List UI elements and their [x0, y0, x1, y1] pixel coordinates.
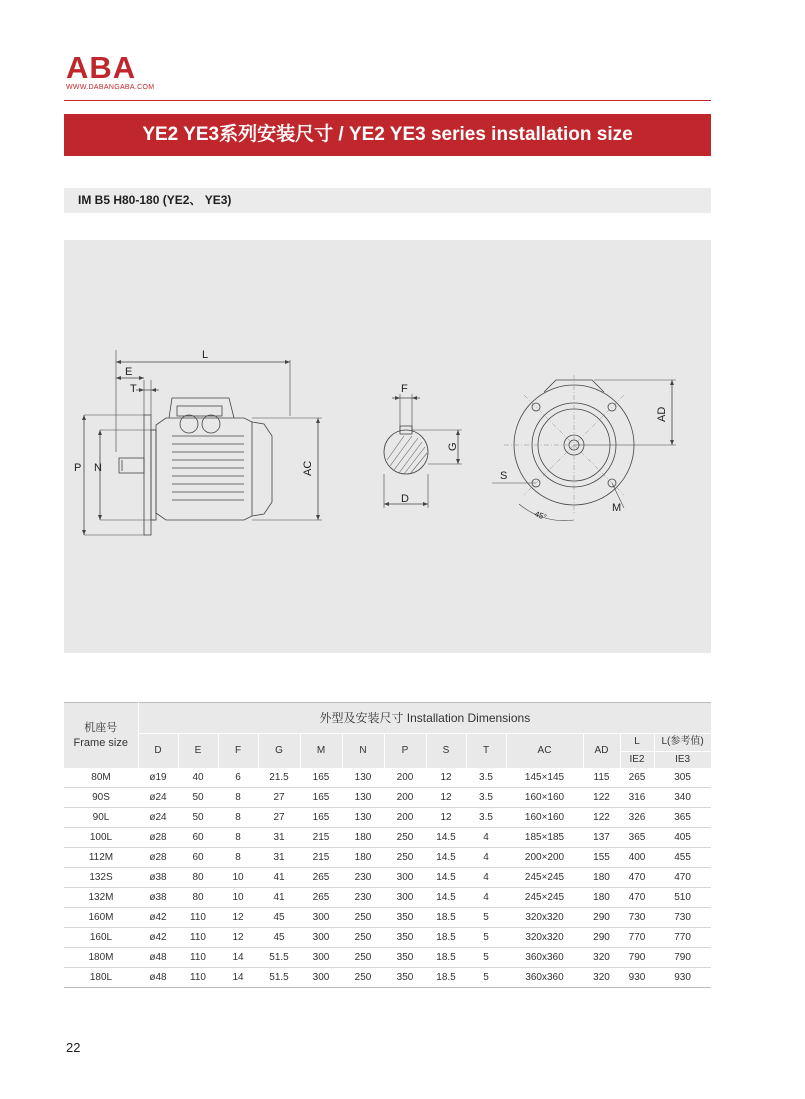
dimension-cell: 51.5 — [258, 948, 300, 968]
dimension-cell: 8 — [218, 828, 258, 848]
dimension-cell: 14.5 — [426, 848, 466, 868]
dimension-cell: 320x320 — [506, 908, 583, 928]
frame-size-cell: 132S — [64, 868, 138, 888]
dimension-cell: 326 — [620, 808, 654, 828]
dimension-cell: 200 — [384, 808, 426, 828]
dimension-cell: 930 — [620, 968, 654, 988]
dimension-cell: 80 — [178, 888, 218, 908]
label-T: T — [130, 383, 137, 395]
dimension-cell: 300 — [300, 928, 342, 948]
dimension-cell: 130 — [342, 808, 384, 828]
dimension-cell: 45 — [258, 928, 300, 948]
dimension-cell: 137 — [583, 828, 620, 848]
dimension-cell: 130 — [342, 788, 384, 808]
frame-size-cell: 132M — [64, 888, 138, 908]
technical-drawing — [64, 240, 711, 653]
dimension-cell: 400 — [620, 848, 654, 868]
dimension-cell: 8 — [218, 788, 258, 808]
frame-header-en: Frame size — [73, 736, 128, 749]
dimension-cell: 27 — [258, 788, 300, 808]
dimension-cell: 14 — [218, 968, 258, 988]
dimension-cell: 14.5 — [426, 828, 466, 848]
dimension-cell: ø28 — [138, 848, 178, 868]
dimension-cell: 5 — [466, 968, 506, 988]
dimension-cell: 340 — [654, 788, 711, 808]
label-M: M — [612, 502, 622, 514]
dimension-cell: 300 — [300, 948, 342, 968]
dimension-cell: 8 — [218, 848, 258, 868]
dimension-cell: ø24 — [138, 788, 178, 808]
dimension-cell: 350 — [384, 908, 426, 928]
dimension-cell: 12 — [218, 908, 258, 928]
dimension-cell: ø42 — [138, 908, 178, 928]
label-D: D — [401, 493, 409, 505]
col-header: F — [218, 734, 258, 769]
table-body — [64, 768, 711, 988]
col-header-L: L — [620, 734, 654, 752]
frame-size-cell: 90L — [64, 808, 138, 828]
dimension-cell: 5 — [466, 908, 506, 928]
dimension-cell: 245×245 — [506, 868, 583, 888]
dimension-cell: ø38 — [138, 868, 178, 888]
label-F: F — [401, 383, 408, 395]
dimension-cell: 265 — [620, 768, 654, 788]
dimension-cell: 10 — [218, 888, 258, 908]
dimension-cell: 230 — [342, 868, 384, 888]
dimension-cell: 185×185 — [506, 828, 583, 848]
dimension-cell: 300 — [384, 868, 426, 888]
dimension-cell: 350 — [384, 948, 426, 968]
dimension-cell: 350 — [384, 968, 426, 988]
dimension-cell: 320 — [583, 948, 620, 968]
dimension-cell: 316 — [620, 788, 654, 808]
dimension-cell: ø28 — [138, 828, 178, 848]
frame-header-cn: 机座号 — [84, 721, 118, 734]
dimension-cell: 200 — [384, 788, 426, 808]
dimension-cell: 180 — [342, 848, 384, 868]
frame-size-cell: 180M — [64, 948, 138, 968]
dimension-cell: 770 — [654, 928, 711, 948]
dimension-cell: 320x320 — [506, 928, 583, 948]
terminal-box — [169, 398, 234, 418]
dimension-cell: 305 — [654, 768, 711, 788]
dimension-cell: 4 — [466, 888, 506, 908]
col-header: S — [426, 734, 466, 769]
dimension-cell: 41 — [258, 868, 300, 888]
dimension-cell: 12 — [218, 928, 258, 948]
table-row — [64, 868, 711, 888]
section-banner: YE2 YE3系列安装尺寸 / YE2 YE3 series installation size — [64, 114, 711, 156]
dimension-cell: 180 — [583, 888, 620, 908]
dimension-cell: 250 — [384, 848, 426, 868]
dimension-cell: 3.5 — [466, 768, 506, 788]
dimension-cell: 165 — [300, 808, 342, 828]
label-AD: AD — [656, 406, 668, 422]
dimension-cell: 290 — [583, 908, 620, 928]
label-angle: 45° — [533, 509, 548, 523]
table-row — [64, 768, 711, 788]
dimension-cell: 180 — [583, 868, 620, 888]
dimension-cell: 470 — [654, 868, 711, 888]
company-logo — [66, 52, 154, 91]
dimension-cell: 180 — [342, 828, 384, 848]
dimension-cell: 4 — [466, 828, 506, 848]
dimension-cell: 200 — [384, 768, 426, 788]
dimension-cell: 350 — [384, 928, 426, 948]
drawing-svg — [64, 240, 711, 653]
dimension-cell: 5 — [466, 928, 506, 948]
dims-header: 外型及安装尺寸 Installation Dimensions — [138, 703, 711, 734]
col-header: E — [178, 734, 218, 769]
col-header: M — [300, 734, 342, 769]
frame-size-header — [64, 703, 138, 769]
dimension-cell: 60 — [178, 848, 218, 868]
table-row — [64, 948, 711, 968]
dimension-cell: 470 — [620, 888, 654, 908]
frame-size-cell: 180L — [64, 968, 138, 988]
label-AC: AC — [302, 460, 314, 476]
table-row — [64, 928, 711, 948]
dimension-cell: 14.5 — [426, 868, 466, 888]
dimension-cell: 250 — [342, 968, 384, 988]
dimension-cell: 790 — [620, 948, 654, 968]
dimension-cell: 122 — [583, 808, 620, 828]
dimension-cell: 14 — [218, 948, 258, 968]
dimension-cell: 21.5 — [258, 768, 300, 788]
dimension-cell: ø42 — [138, 928, 178, 948]
dimension-cell: 60 — [178, 828, 218, 848]
frame-size-cell: 160L — [64, 928, 138, 948]
dimension-cell: 245×245 — [506, 888, 583, 908]
dimension-cell: 6 — [218, 768, 258, 788]
dimension-cell: 155 — [583, 848, 620, 868]
frame-size-cell: 80M — [64, 768, 138, 788]
dimension-cell: 10 — [218, 868, 258, 888]
motor-body — [156, 418, 252, 520]
header-rule — [64, 100, 711, 101]
dimension-cell: 405 — [654, 828, 711, 848]
dimension-cell: 40 — [178, 768, 218, 788]
dimension-cell: 18.5 — [426, 908, 466, 928]
col-header: AC — [506, 734, 583, 769]
dimension-cell: 8 — [218, 808, 258, 828]
label-E: E — [125, 366, 133, 378]
table-row — [64, 808, 711, 828]
dimension-cell: 455 — [654, 848, 711, 868]
dimension-cell: 790 — [654, 948, 711, 968]
dimension-cell: 50 — [178, 808, 218, 828]
col-header: T — [466, 734, 506, 769]
logo-text: ABA — [66, 50, 137, 85]
dimension-cell: 110 — [178, 968, 218, 988]
dimension-cell: 470 — [620, 868, 654, 888]
dimension-cell: 730 — [620, 908, 654, 928]
col-header-IE3: IE3 — [654, 751, 711, 768]
dimension-cell: 12 — [426, 788, 466, 808]
frame-size-cell: 90S — [64, 788, 138, 808]
col-header: N — [342, 734, 384, 769]
dimension-cell: 250 — [342, 908, 384, 928]
col-header-L-ref: L(参考值) — [654, 734, 711, 752]
col-header: D — [138, 734, 178, 769]
dimension-cell: 730 — [654, 908, 711, 928]
shaft-side — [119, 458, 144, 473]
dimension-cell: 250 — [342, 948, 384, 968]
dimension-cell: 365 — [620, 828, 654, 848]
dimension-cell: 360x360 — [506, 948, 583, 968]
dimension-cell: 50 — [178, 788, 218, 808]
dimension-cell: 145×145 — [506, 768, 583, 788]
label-G: G — [447, 442, 459, 451]
logo-url: WWW.DABANGABA.COM — [66, 84, 155, 91]
dimension-cell: 18.5 — [426, 968, 466, 988]
dimension-cell: 130 — [342, 768, 384, 788]
dimension-cell: 12 — [426, 768, 466, 788]
dimension-cell: ø38 — [138, 888, 178, 908]
table-row — [64, 828, 711, 848]
dimension-cell: 215 — [300, 848, 342, 868]
dimension-cell: 160×160 — [506, 788, 583, 808]
col-header: P — [384, 734, 426, 769]
dimension-cell: 31 — [258, 828, 300, 848]
dimension-cell: ø24 — [138, 808, 178, 828]
label-L: L — [202, 349, 209, 361]
dimension-cell: 4 — [466, 868, 506, 888]
fan-cover — [252, 422, 272, 516]
dimensions-table — [64, 702, 711, 988]
dimension-cell: 165 — [300, 768, 342, 788]
dimension-cell: 265 — [300, 868, 342, 888]
dimension-cell: 770 — [620, 928, 654, 948]
table-row — [64, 908, 711, 928]
dimension-cell: 930 — [654, 968, 711, 988]
dimension-cell: 360x360 — [506, 968, 583, 988]
dimension-cell: 200×200 — [506, 848, 583, 868]
col-header: AD — [583, 734, 620, 769]
dimension-cell: 18.5 — [426, 928, 466, 948]
dimension-cell: 215 — [300, 828, 342, 848]
dimension-cell: 115 — [583, 768, 620, 788]
dimension-cell: 45 — [258, 908, 300, 928]
dimension-cell: ø19 — [138, 768, 178, 788]
dimension-cell: 300 — [384, 888, 426, 908]
dimension-cell: 80 — [178, 868, 218, 888]
dimension-cell: 4 — [466, 848, 506, 868]
dimension-cell: 27 — [258, 808, 300, 828]
dimension-cell: ø48 — [138, 968, 178, 988]
table-row — [64, 888, 711, 908]
dimension-cell: ø48 — [138, 948, 178, 968]
frame-size-cell: 100L — [64, 828, 138, 848]
label-P: P — [74, 462, 82, 474]
dimension-cell: 160×160 — [506, 808, 583, 828]
dimension-cell: 41 — [258, 888, 300, 908]
dimension-cell: 51.5 — [258, 968, 300, 988]
dimension-cell: 12 — [426, 808, 466, 828]
dimension-cell: 122 — [583, 788, 620, 808]
table-row — [64, 848, 711, 868]
dimension-cell: 250 — [384, 828, 426, 848]
frame-size-cell: 112M — [64, 848, 138, 868]
dimension-cell: 300 — [300, 968, 342, 988]
dimension-cell: 365 — [654, 808, 711, 828]
dimension-cell: 18.5 — [426, 948, 466, 968]
dimension-cell: 110 — [178, 908, 218, 928]
label-S: S — [500, 470, 508, 482]
dimension-cell: 110 — [178, 948, 218, 968]
dimension-cell: 5 — [466, 948, 506, 968]
table-row — [64, 968, 711, 988]
col-header: G — [258, 734, 300, 769]
dimension-cell: 230 — [342, 888, 384, 908]
label-N: N — [94, 462, 102, 474]
dimension-cell: 165 — [300, 788, 342, 808]
flange-plate — [144, 415, 151, 535]
dimension-cell: 14.5 — [426, 888, 466, 908]
dimension-cell: 3.5 — [466, 808, 506, 828]
page-number: 22 — [66, 1040, 81, 1055]
dimension-cell: 290 — [583, 928, 620, 948]
dimension-cell: 110 — [178, 928, 218, 948]
col-header-IE2: IE2 — [620, 751, 654, 768]
dimension-cell: 300 — [300, 908, 342, 928]
dimension-cell: 250 — [342, 928, 384, 948]
dimension-cell: 3.5 — [466, 788, 506, 808]
dimension-cell: 320 — [583, 968, 620, 988]
frame-size-cell: 160M — [64, 908, 138, 928]
dimension-cell: 31 — [258, 848, 300, 868]
table-row — [64, 788, 711, 808]
dimension-cell: 265 — [300, 888, 342, 908]
dimension-cell: 510 — [654, 888, 711, 908]
mounting-subtitle: IM B5 H80-180 (YE2、 YE3) — [64, 188, 711, 213]
